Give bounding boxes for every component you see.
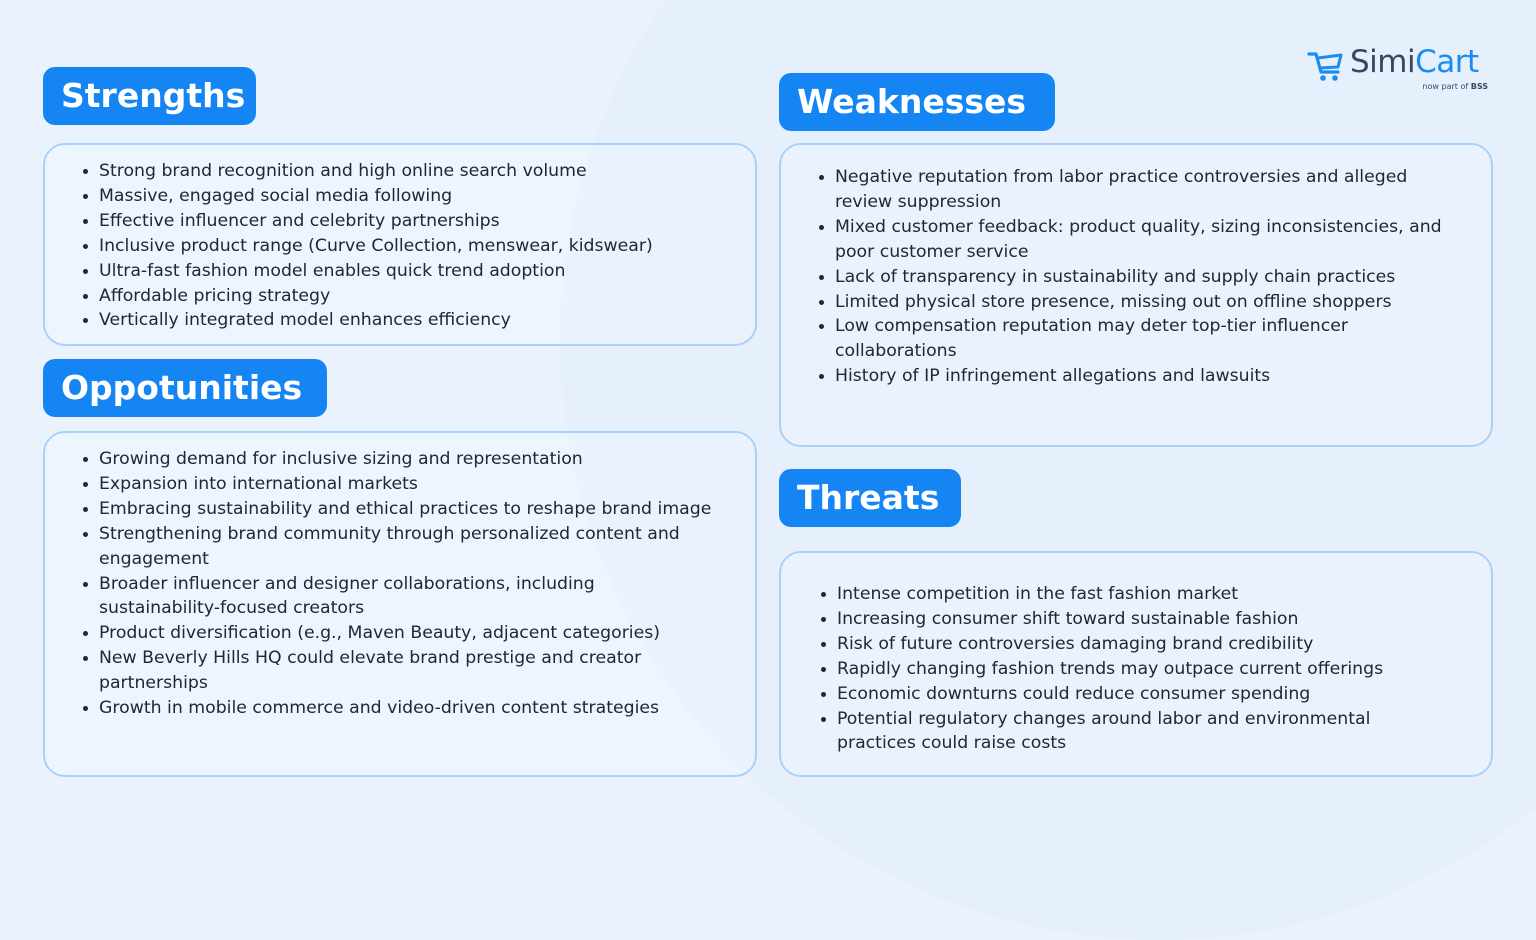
weakness-item: Low compensation reputation may deter top-tier influencer collaborations (835, 314, 1461, 364)
weakness-item: History of IP infringement allegations and lawsuits (835, 364, 1461, 389)
weakness-item: Negative reputation from labor practice controversies and alleged review suppression (835, 165, 1461, 215)
threat-item: Increasing consumer shift toward sustainable fashion (837, 607, 1431, 632)
threats-list (781, 582, 1491, 756)
threats-heading: Threats (779, 469, 961, 527)
weaknesses-heading: Weaknesses (779, 73, 1055, 131)
strengths-box (43, 143, 757, 346)
opportunities-heading: Oppotunities (43, 359, 327, 417)
strength-item: Massive, engaged social media following (99, 184, 755, 209)
threat-item: Rapidly changing fashion trends may outpace current offerings (837, 657, 1431, 682)
cart-icon (1306, 48, 1346, 84)
opportunity-item: Broader influencer and designer collaborations, including sustainability-focused creators (99, 572, 715, 622)
opportunity-item: Product diversification (e.g., Maven Beauty, adjacent categories) (99, 621, 715, 646)
opportunities-box (43, 431, 757, 777)
threat-item: Risk of future controversies damaging brand credibility (837, 632, 1431, 657)
strength-item: Inclusive product range (Curve Collection, menswear, kidswear) (99, 234, 755, 259)
strengths-list (45, 159, 755, 333)
threat-item: Economic downturns could reduce consumer spending (837, 682, 1431, 707)
opportunity-item: New Beverly Hills HQ could elevate brand prestige and creator partnerships (99, 646, 715, 696)
opportunities-list (45, 447, 755, 721)
strength-item: Affordable pricing strategy (99, 284, 755, 309)
opportunity-item: Expansion into international markets (99, 472, 715, 497)
threat-item: Potential regulatory changes around labor and environmental practices could raise costs (837, 707, 1431, 757)
weakness-item: Mixed customer feedback: product quality, sizing inconsistencies, and poor customer service (835, 215, 1461, 265)
weaknesses-box (779, 143, 1493, 447)
strength-item: Ultra-fast fashion model enables quick trend adoption (99, 259, 755, 284)
strengths-heading: Strengths (43, 67, 256, 125)
strength-item: Strong brand recognition and high online search volume (99, 159, 755, 184)
weakness-item: Limited physical store presence, missing out on offline shoppers (835, 290, 1461, 315)
threats-box (779, 551, 1493, 777)
opportunity-item: Growth in mobile commerce and video-driven content strategies (99, 696, 715, 721)
weakness-item: Lack of transparency in sustainability and supply chain practices (835, 265, 1461, 290)
weaknesses-list (781, 165, 1491, 389)
logo-wordmark: SimiCart (1350, 44, 1479, 80)
logo-tagline: now part of BSS (1422, 82, 1488, 91)
opportunity-item: Strengthening brand community through personalized content and engagement (99, 522, 715, 572)
strength-item: Vertically integrated model enhances efficiency (99, 308, 755, 333)
opportunity-item: Embracing sustainability and ethical practices to reshape brand image (99, 497, 715, 522)
opportunity-item: Growing demand for inclusive sizing and representation (99, 447, 715, 472)
threat-item: Intense competition in the fast fashion market (837, 582, 1431, 607)
strength-item: Effective influencer and celebrity partnerships (99, 209, 755, 234)
simicart-logo (1306, 44, 1496, 96)
